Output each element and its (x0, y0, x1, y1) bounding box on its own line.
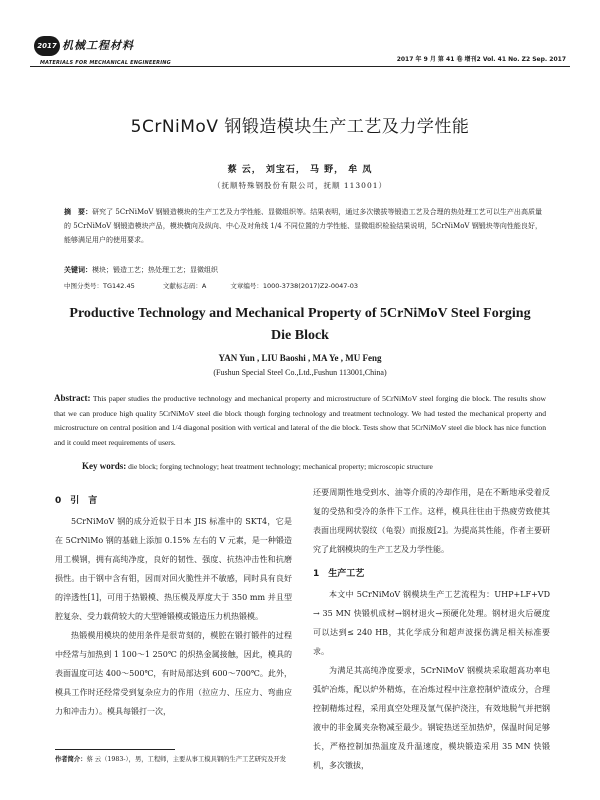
abstract-cn (64, 205, 542, 247)
paper-title-cn: 5CrNiMoV 钢锻造模块生产工艺及力学性能 (130, 117, 470, 137)
section-heading-introduction: 0 引 言 (55, 496, 98, 506)
article-number: 文章编号：1000-3738(2017)Z2-0047-03 (230, 282, 359, 290)
abstract-cn-text: 研究了 5CrNiMoV 钢锻造模块的生产工艺及力学性能、显微组织等。结果表明，通过多次镦拔等锻造工艺及合理的热处理工艺可以生产出高质量的 5CrNiMoV 钢锻造模块产品，模块横向及纵向、中心及对角线 1/4 不同位置的力学性能、显微组织检验结果说明，5CrNiMoV 钢锻块等向性能良好，能够满足用户的使用要求。 (64, 208, 543, 244)
issue-info: 2017 年 9 月 第 41 卷 增刊2 Vol. 41 No. Z2 Sep. 2017 (396, 56, 566, 63)
journal-name-cn: 机械工程材料 (62, 39, 134, 52)
keywords-cn (64, 265, 218, 275)
footnote-label: 作者简介： (55, 756, 87, 763)
clc-number: 中图分类号：TG142.45 (64, 282, 135, 290)
keywords-en (82, 461, 433, 471)
keywords-cn-label: 关键词： (64, 265, 92, 274)
authors-en: YAN Yun , LIU Baoshi , MA Ye , MU Feng (218, 353, 382, 363)
section-heading-production: 1 生产工艺 (313, 569, 365, 579)
body-paragraph: 还要周期性地受到水、油等介质的冷却作用，是在不断地承受着反复的受热和受冷的条件下工作。这样，模具往往由于热疲劳致使其表面出现网状裂纹（龟裂）而报废[2]。为提高其性能，作者主要研究了此钢模块的生产工艺及力学性能。 (313, 488, 550, 554)
body-paragraph: 为满足其高纯净度要求，5CrNiMoV 钢模块采取超高功率电弧炉冶炼，配以炉外精炼，在冶炼过程中注意控制炉渣成分，合理控制精炼过程，采用真空处理及氩气保护浇注，有效地脱气并把钢液中的非金属夹杂物减至最少。钢锭热送至加热炉，保温时间足够长，严格控制加热温度及升温速度，模块锻造采用 35 MN 快锻机，多次镦拔， (313, 666, 550, 770)
abstract-en-text: This paper studies the productive technology and mechanical property and microstructure of 5CrNiMoV steel forging die block. The results show that we can produce high quality 5CrNiMoV steel die block though forging technology and treatment technology. We had tested the mechanical property and microstructure on central position and 1/4 diagonal position with vertical and lateral of the die block. Tests show that 5CrNiMoV steel die block has nice function and it could meet requirements of users. (54, 394, 546, 447)
body-paragraph: 本文中 5CrNiMoV 钢模块生产工艺流程为：UHP+LF+VD → 35 MN 快锻机成材→钢材退火→预硬化处理。钢材退火后硬度可以达到≤ 240 HB，其化学成分和超声波探伤满足相关标准要求。 (313, 590, 550, 656)
body-column-right (313, 483, 550, 775)
keywords-en-text: die block; forging technology; heat treatment technology; mechanical property; microscopic structure (128, 462, 433, 471)
journal-year-badge: 2017 (34, 36, 60, 56)
paper-title-en: Productive Technology and Mechanical Property of 5CrNiMoV Steel Forging Die Block (69, 306, 531, 343)
abstract-en-label: Abstract: (54, 393, 91, 403)
document-code: 文献标志码：A (162, 282, 207, 290)
header-rule (30, 66, 570, 67)
body-column-left (55, 490, 292, 721)
author-footnote (55, 754, 292, 766)
classification-line (64, 281, 358, 290)
journal-name-en: MATERIALS FOR MECHANICAL ENGINEERING (40, 60, 171, 66)
footnote-rule (55, 749, 175, 750)
abstract-cn-label: 摘 要： (64, 207, 93, 216)
body-paragraph: 5CrNiMoV 钢的成分近似于日本 JIS 标准中的 SKT4，它是在 5CrNiMo 钢的基础上添加 0.15% 左右的 V 元素，是一种锻造用工模钢，拥有高纯净度，良好的韧性、强度、抗热冲击性和抗磨损性。由于钢中含有钼，因而对回火脆性并不敏感，同时具有良好的淬透性[1]，可用于热锻模、热压模及厚度大于 350 mm 并且型腔复杂、受力载荷较大的大型锤锻模或锻造压力机热锻模。 (55, 517, 292, 621)
journal-masthead (34, 36, 204, 66)
keywords-en-label: Key words: (82, 461, 127, 471)
abstract-en (54, 391, 546, 450)
affiliation-cn: （抚顺特殊钢股份有限公司，抚顺 113001） (212, 181, 387, 190)
keywords-cn-text: 模块；锻造工艺；热处理工艺；显微组织 (92, 266, 218, 274)
body-paragraph: 热锻模用模块的使用条件是很苛刻的，模腔在锻打锻件的过程中经常与加热到 1 100～1 250℃ 的炽热金属接触，因此，模具的表面温度可达 400～500℃，有时局部达到 600～700℃。此外，模具工作时还经常受到复杂应力的作用（拉应力、压应力、弯曲应力和冲击力）。模具每锻打一次， (55, 631, 292, 716)
authors-cn: 蔡 云， 刘宝石， 马 野， 牟 凤 (227, 165, 373, 175)
affiliation-en: (Fushun Special Steel Co.,Ltd.,Fushun 113001,China) (213, 368, 387, 377)
footnote-text: 蔡 云（1983-），男，工程师，主要从事工模具钢的生产工艺研究及开发 (86, 756, 287, 763)
